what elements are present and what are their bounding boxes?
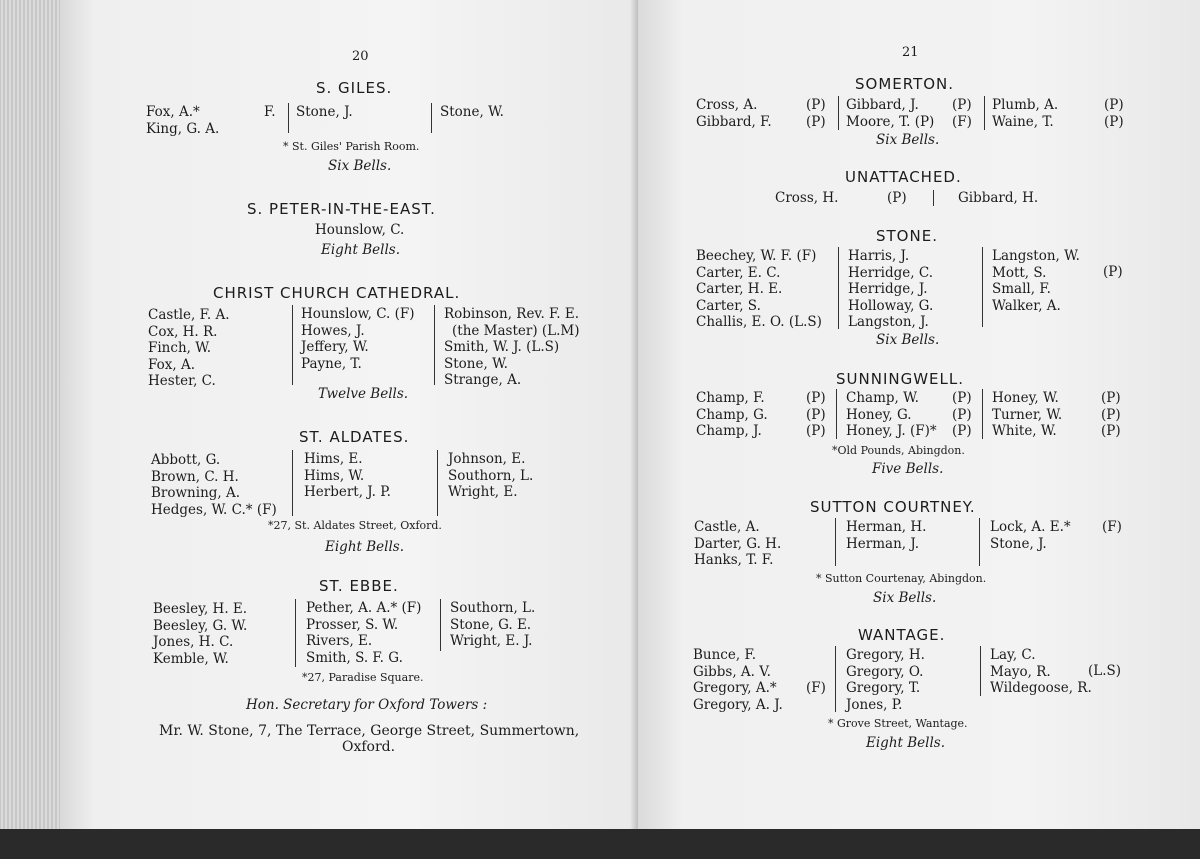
- tags: [952, 97, 972, 130]
- christ-church-col2: [301, 306, 415, 372]
- name-entry: Cross, H.: [775, 190, 839, 206]
- name-entry: Herman, J.: [846, 535, 919, 552]
- name-entry: Southorn, L.: [450, 600, 536, 616]
- tags: [806, 97, 826, 130]
- name-entry: Small, F.: [992, 281, 1051, 297]
- column-divider: [836, 389, 837, 439]
- page-number: 20: [352, 49, 369, 64]
- column-divider: [288, 103, 289, 133]
- name-entry: Finch, W.: [148, 340, 212, 356]
- heading-s-peter-in-the-east: S. PETER-IN-THE-EAST.: [247, 200, 436, 218]
- name-entry: Beesley, G. W.: [153, 617, 248, 634]
- name-entry: Champ, W.: [846, 390, 919, 406]
- heading-st-ebbe: ST. EBBE.: [319, 577, 399, 595]
- heading-s-giles: S. GILES.: [316, 79, 393, 97]
- name-entry: Browning, A.: [151, 485, 241, 501]
- bells-note: Twelve Bells.: [318, 386, 409, 402]
- name-entry: Cox, H. R.: [148, 323, 218, 340]
- stone-col1: [696, 248, 822, 331]
- tag: (F): [952, 113, 972, 130]
- name-entry: Fox, A.: [148, 356, 195, 373]
- name-entry: Carter, S.: [696, 297, 761, 314]
- column-divider: [838, 96, 839, 130]
- name-entry: Gregory, O.: [846, 663, 924, 680]
- name-entry: Mayo, R.: [990, 663, 1051, 680]
- sutton-col1: [694, 519, 781, 569]
- name-entry: (the Master) (L.M): [452, 322, 580, 339]
- tag: (P): [952, 423, 972, 439]
- name-entry: Howes, J.: [301, 322, 365, 339]
- st-ebbe-col3: [450, 600, 535, 650]
- name-entry: Pether, A. A.* (F): [306, 600, 422, 616]
- st-aldates-col1: [151, 452, 277, 518]
- tag: (P): [1101, 406, 1121, 423]
- heading-somerton: SOMERTON.: [855, 75, 955, 93]
- name-entry: Hedges, W. C.* (F): [151, 501, 277, 518]
- tag: (P): [806, 406, 826, 423]
- name-entry: Honey, W.: [992, 390, 1059, 406]
- name-entry: Gregory, A.*: [693, 680, 777, 696]
- name-entry: Honey, G.: [846, 406, 912, 423]
- tag: (P): [1103, 264, 1123, 280]
- footnote: * Grove Street, Wantage.: [828, 717, 968, 730]
- st-ebbe-col2: [306, 600, 421, 666]
- name-entry: Champ, J.: [696, 423, 762, 439]
- secretary-address: Mr. W. Stone, 7, The Terrace, George Street, Summertown,: [159, 723, 580, 739]
- bells-note: Eight Bells.: [866, 735, 945, 751]
- name-entry: Hester, C.: [148, 373, 216, 389]
- heading-sunningwell: SUNNINGWELL.: [836, 370, 965, 388]
- name-entry: Plumb, A.: [992, 97, 1059, 113]
- name-entry: Turner, W.: [992, 406, 1063, 423]
- name-entry: Stone, G. E.: [450, 616, 532, 633]
- heading-st-aldates: ST. ALDATES.: [299, 428, 410, 446]
- name-entry: Gibbard, H.: [958, 190, 1039, 206]
- column-divider: [431, 103, 432, 133]
- name-entry: Southorn, L.: [448, 467, 534, 484]
- name-entry: Gregory, H.: [846, 647, 925, 663]
- bells-note: Eight Bells.: [325, 539, 404, 555]
- tag: (P): [806, 423, 826, 439]
- name-entry: Wright, E. J.: [450, 633, 533, 649]
- name-entry: Challis, E. O. (L.S): [696, 314, 822, 330]
- name-entry: Stone, W.: [440, 104, 504, 120]
- name-entry: Gibbs, A. V.: [693, 663, 771, 680]
- tags: [806, 390, 826, 440]
- footnote: *Old Pounds, Abingdon.: [832, 444, 965, 457]
- name-entry: Gibbard, J.: [846, 97, 919, 113]
- column-divider: [979, 518, 980, 566]
- name-entry: Robinson, Rev. F. E.: [444, 306, 580, 322]
- name-entry: Hims, W.: [304, 467, 365, 484]
- st-aldates-col2: [304, 451, 391, 501]
- sunningwell-col2: [846, 390, 937, 440]
- name-entry: Bunce, F.: [693, 647, 756, 663]
- name-entry: Johnson, E.: [448, 451, 526, 467]
- name-entry: Smith, W. J. (L.S): [444, 339, 560, 355]
- name-entry: Beesley, H. E.: [153, 601, 248, 617]
- name-entry: Cross, A.: [696, 97, 758, 113]
- name-entry: Fox, A.*: [146, 104, 200, 120]
- tag: (P): [952, 406, 972, 423]
- bells-note: Six Bells.: [873, 590, 937, 606]
- sunningwell-col3: [992, 390, 1062, 440]
- tag: (L.S): [1088, 663, 1122, 679]
- christ-church-col1: [148, 307, 230, 390]
- bells-note: Six Bells.: [876, 332, 940, 348]
- secretary-label: Hon. Secretary for Oxford Towers :: [246, 697, 488, 713]
- column-divider: [835, 646, 836, 712]
- name-entry: Brown, C. H.: [151, 468, 239, 485]
- column-divider: [933, 190, 934, 206]
- name-entry: Wright, E.: [448, 484, 518, 500]
- sutton-col2: [846, 519, 926, 552]
- wantage-col2: [846, 647, 925, 713]
- column-divider: [295, 599, 296, 667]
- bells-note: Five Bells.: [872, 461, 944, 477]
- column-divider: [982, 389, 983, 439]
- tag: (P): [1101, 423, 1121, 439]
- column-divider: [434, 305, 435, 385]
- name-entry: Champ, F.: [696, 390, 765, 406]
- name-entry: Jones, P.: [846, 696, 903, 713]
- bells-note: Six Bells.: [328, 158, 392, 174]
- name-entry: Gibbard, F.: [696, 113, 772, 130]
- name-entry: Castle, A.: [694, 519, 760, 535]
- name-entry: Herbert, J. P.: [304, 484, 391, 500]
- stone-col2: [848, 248, 933, 331]
- heading-christ-church-cathedral: CHRIST CHURCH CATHEDRAL.: [213, 284, 461, 302]
- name-entry: Jones, H. C.: [153, 634, 234, 650]
- heading-stone: STONE.: [876, 227, 938, 245]
- name-entry: Moore, T. (P): [846, 113, 935, 130]
- secretary-address-city: Oxford.: [342, 739, 396, 755]
- footnote: *27, St. Aldates Street, Oxford.: [268, 519, 442, 532]
- tag: (P): [806, 113, 826, 130]
- name-entry: Carter, E. C.: [696, 264, 781, 281]
- name-entry: Strange, A.: [444, 372, 522, 388]
- heading-wantage: WANTAGE.: [858, 626, 946, 644]
- column-divider: [440, 599, 441, 651]
- footnote: * Sutton Courtenay, Abingdon.: [816, 572, 987, 585]
- heading-sutton-courtney: SUTTON COURTNEY.: [810, 498, 976, 516]
- tags: [1104, 97, 1124, 130]
- column-divider: [292, 305, 293, 385]
- name-entry: Gregory, A. J.: [693, 696, 783, 713]
- somerton-col3: [992, 97, 1058, 130]
- name-entry: Mott, S.: [992, 264, 1047, 281]
- column-divider: [980, 646, 981, 696]
- tag: (P): [952, 97, 972, 113]
- name-entry: White, W.: [992, 423, 1057, 439]
- tag: (P): [1101, 390, 1121, 406]
- heading-unattached: UNATTACHED.: [845, 168, 962, 186]
- st-aldates-col3: [448, 451, 533, 501]
- name-entry: Jeffery, W.: [301, 339, 369, 355]
- column-divider: [838, 247, 839, 329]
- column-divider: [835, 518, 836, 566]
- column-divider: [437, 450, 438, 516]
- name-entry: Herridge, J.: [848, 281, 928, 297]
- tags: [1101, 390, 1121, 440]
- name-entry: Walker, A.: [992, 297, 1061, 314]
- name-entry: Herman, H.: [846, 519, 927, 535]
- name-entry: Beechey, W. F. (F): [696, 248, 817, 264]
- name-entry: Wildegoose, R.: [990, 680, 1092, 696]
- tag: (P): [1104, 97, 1124, 113]
- name-entry: Rivers, E.: [306, 633, 373, 649]
- name-entry: Herridge, C.: [848, 264, 933, 281]
- footnote: * St. Giles' Parish Room.: [283, 140, 420, 153]
- name-entry: Payne, T.: [301, 355, 362, 372]
- name-entry: Abbott, G.: [151, 452, 221, 468]
- book-page-edges: [0, 0, 60, 829]
- tag: (P): [952, 390, 972, 406]
- somerton-col2: [846, 97, 934, 130]
- tag: (P): [806, 97, 826, 113]
- name-entry: Prosser, S. W.: [306, 616, 399, 633]
- name-entry: Langston, J.: [848, 314, 929, 330]
- column-divider: [984, 96, 985, 130]
- tag: (F): [806, 680, 826, 696]
- name-entry: Darter, G. H.: [694, 535, 782, 552]
- name-entry: Gregory, T.: [846, 680, 921, 696]
- name-entry: Carter, H. E.: [696, 281, 783, 297]
- name-entry: Harris, J.: [848, 248, 910, 264]
- sunningwell-col1: [696, 390, 768, 440]
- name-entry: Lock, A. E.*: [990, 519, 1071, 535]
- name-entry: Honey, J. (F)*: [846, 423, 937, 439]
- tag: (P): [806, 390, 826, 406]
- name-entry: Hounslow, C. (F): [301, 306, 415, 322]
- column-divider: [982, 247, 983, 327]
- name-entry: Stone, W.: [444, 355, 508, 372]
- sutton-col3: [990, 519, 1071, 552]
- bells-note: Eight Bells.: [321, 242, 400, 258]
- page-number: 21: [902, 45, 919, 60]
- tag: (F): [1102, 519, 1122, 535]
- name-entry: Hanks, T. F.: [694, 552, 774, 568]
- tag: F.: [264, 104, 276, 120]
- stone-col3: [992, 248, 1080, 314]
- tags: [952, 390, 972, 440]
- footnote: *27, Paradise Square.: [302, 671, 424, 684]
- tag: (P): [887, 190, 907, 206]
- column-divider: [292, 450, 293, 516]
- name-entry: King, G. A.: [146, 120, 220, 137]
- name-entry: Castle, F. A.: [148, 307, 230, 323]
- somerton-col1: [696, 97, 772, 130]
- s-giles-col1: [146, 104, 219, 137]
- st-ebbe-col1: [153, 601, 247, 667]
- wantage-col1: [693, 647, 783, 713]
- bells-note: Six Bells.: [876, 132, 940, 148]
- name-entry: Lay, C.: [990, 647, 1036, 663]
- name-entry: Kemble, W.: [153, 650, 229, 667]
- tag: (P): [1104, 113, 1124, 130]
- name-entry: Stone, J.: [990, 535, 1047, 552]
- name-entry: Holloway, G.: [848, 297, 934, 314]
- name-entry: Smith, S. F. G.: [306, 649, 403, 666]
- christ-church-col3: [444, 306, 580, 389]
- wantage-col3: [990, 647, 1092, 697]
- name-entry: Champ, G.: [696, 406, 768, 423]
- name-entry: Waine, T.: [992, 113, 1054, 130]
- name-entry: Langston, W.: [992, 248, 1080, 264]
- name-entry: Stone, J.: [296, 104, 353, 120]
- name-entry: Hims, E.: [304, 451, 363, 467]
- name-entry: Hounslow, C.: [315, 222, 405, 238]
